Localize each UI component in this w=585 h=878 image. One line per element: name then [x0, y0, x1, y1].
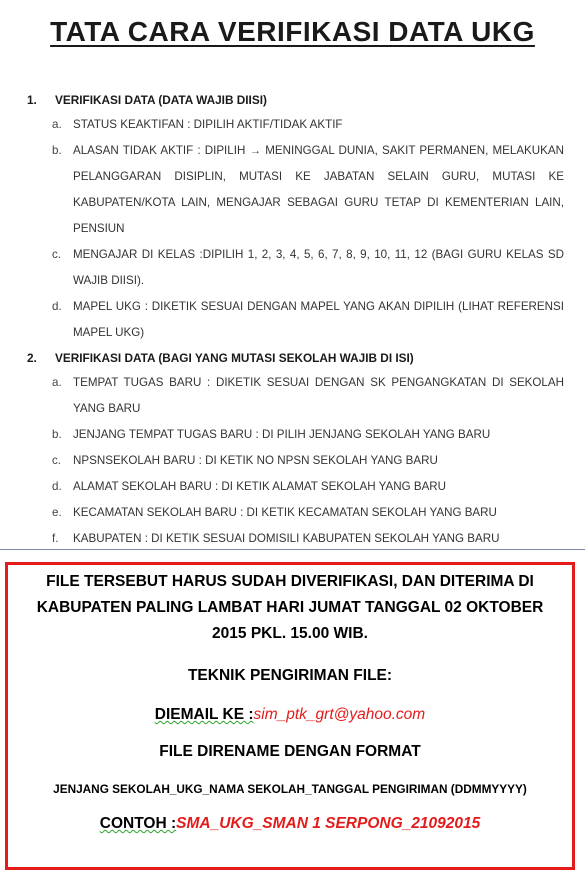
notice-deadline-line-1: FILE TERSEBUT HARUS SUDAH DIVERIFIKASI, DAN DITERIMA DI: [46, 573, 534, 590]
email-line: [8, 706, 572, 724]
email-label: DIEMAIL KE :: [154, 706, 254, 723]
list-item: f. KABUPATEN : DI KETIK SESUAI DOMISILI KABUPATEN SEKOLAH YANG BARU: [52, 532, 500, 545]
list-item: a. TEMPAT TUGAS BARU : DIKETIK SESUAI DENGAN SK PENGANGKATAN DI SEKOLAH YANG BARU: [52, 376, 564, 415]
section-heading-2: 2. VERIFIKASI DATA (BAGI YANG MUTASI SEKOLAH WAJIB DI ISI): [27, 351, 414, 365]
page-divider: [0, 549, 585, 550]
list-item: a. STATUS KEAKTIFAN : DIPILIH AKTIF/TIDAK AKTIF: [52, 118, 343, 131]
list-item: d. MAPEL UKG : DIKETIK SESUAI DENGAN MAPEL YANG AKAN DIPILIH (LIHAT REFERENSI MAPEL UKG): [52, 300, 564, 339]
document-body: [0, 88, 585, 552]
example-label: CONTOH :: [99, 815, 177, 832]
section-heading-1: 1. VERIFIKASI DATA (DATA WAJIB DIISI): [27, 93, 267, 107]
example-filename: SMA_UKG_SMAN 1 SERPONG_21092015: [176, 815, 481, 832]
list-item: d. ALAMAT SEKOLAH BARU : DI KETIK ALAMAT SEKOLAH YANG BARU: [52, 480, 447, 493]
list-item: e. KECAMATAN SEKOLAH BARU : DI KETIK KECAMATAN SEKOLAH YANG BARU: [52, 506, 497, 519]
list-item: b. JENJANG TEMPAT TUGAS BARU : DI PILIH JENJANG SEKOLAH YANG BARU: [52, 428, 491, 441]
email-address: sim_ptk_grt@yahoo.com: [253, 706, 426, 723]
notice-deadline-line-3: 2015 PKL. 15.00 WIB.: [212, 625, 368, 642]
list-item: c. MENGAJAR DI KELAS :DIPILIH 1, 2, 3, 4, 5, 6, 7, 8, 9, 10, 11, 12 (BAGI GURU KELAS SD WAJIB DIISI).: [52, 248, 564, 287]
notice-deadline-line-2: KABUPATEN PALING LAMBAT HARI JUMAT TANGGAL 02 OKTOBER: [36, 599, 544, 616]
example-line: [8, 815, 572, 833]
list-item: b. ALASAN TIDAK AKTIF : DIPILIH → MENINGGAL DUNIA, SAKIT PERMANEN, MELAKUKAN PELANGGARAN DISIPLIN, MUTASI KE JABATAN SELAIN GURU, MUTASI KE KABUPATEN/KOTA LAIN, MENGAJAR SEBAGAI GURU TETAP DI KEMENTERIAN LAIN, PENSIUN: [52, 144, 564, 235]
rename-heading: FILE DIRENAME DENGAN FORMAT: [159, 743, 421, 760]
rename-format: JENJANG SEKOLAH_UKG_NAMA SEKOLAH_TANGGAL PENGIRIMAN (DDMMYYYY): [53, 782, 527, 796]
page-title: TATA CARA VERIFIKASI DATA UKG: [50, 16, 535, 47]
notice-box: [5, 562, 575, 870]
technique-heading: TEKNIK PENGIRIMAN FILE:: [187, 667, 393, 684]
list-item: c. NPSNSEKOLAH BARU : DI KETIK NO NPSN SEKOLAH YANG BARU: [52, 454, 438, 467]
